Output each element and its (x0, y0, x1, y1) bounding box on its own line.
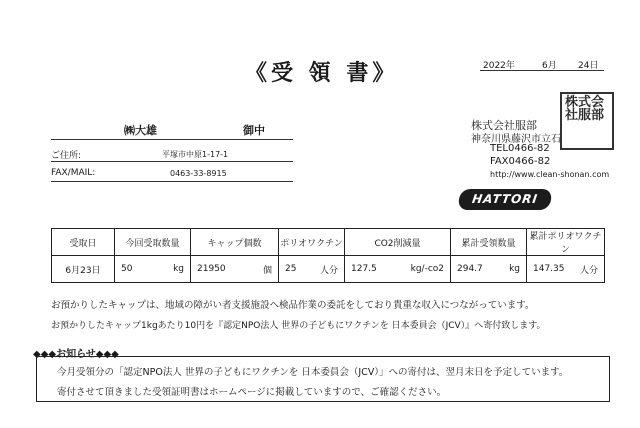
date-underline (480, 70, 604, 71)
header-cumulative-polio: 累計ポリオワクチン (527, 229, 605, 256)
hattori-logo: HATTORI (458, 189, 553, 210)
cap-count-unit: 個 (262, 265, 272, 276)
customer-name: ㈱大雄 (124, 124, 157, 137)
paragraph-support-facility: お預かりしたキャップは、地域の障がい者支援施設へ検品作業の委託をしており貴重な収入につながっています。 (51, 300, 535, 311)
cumulative-polio-value: 147.35 (533, 264, 565, 274)
paragraph-donation: お預かりしたキャップ1kgあたり10円を『認定NPO法人 世界の子どもにワクチンを 日本委員会（JCV）』へ寄付致します。 (51, 321, 546, 331)
address-value: 平塚市中原1-17-1 (162, 150, 229, 159)
table-row (52, 256, 605, 283)
company-tel: TEL0466-82 (490, 143, 550, 154)
fax-label: FAX/MAIL: (51, 168, 96, 178)
table-header-row (52, 229, 605, 256)
cell-polio-vaccine (279, 256, 345, 283)
date-day: 24日 (578, 61, 599, 71)
polio-value: 25 (285, 264, 297, 274)
cell-cumulative-polio (527, 256, 605, 283)
notice-line-donation-schedule: 今月受領分の「認定NPO法人 世界の子どもにワクチンを 日本委員会（JCV）」への寄付は、翌月末日を予定しています。 (57, 367, 569, 378)
company-name: 株式会社服部 (471, 119, 537, 132)
cell-cap-count (191, 256, 279, 283)
document-title: 《受 領 書》 (245, 60, 399, 86)
co2-value: 127.5 (351, 264, 377, 274)
cumulative-polio-unit: 人分 (579, 265, 598, 276)
quantity-value: 50 (121, 264, 133, 274)
fax-underline (51, 181, 293, 182)
address-label: ご住所: (51, 151, 82, 161)
co2-unit: kg/-co2 (410, 264, 444, 274)
notice-line-certificate: 寄付させて頂きました受領証明書はホームページに掲載していますので、ご確認ください。 (57, 387, 447, 398)
customer-underline (51, 139, 293, 140)
cell-received-date (52, 256, 115, 283)
company-url: http://www.clean-shonan.com (490, 170, 610, 179)
seal-text: 株式会社服部 (565, 95, 605, 123)
fax-value: 0463-33-8915 (170, 169, 227, 178)
company-fax: FAX0466-82 (490, 156, 551, 167)
header-polio-vaccine: ポリオワクチン (279, 229, 345, 256)
header-current-quantity: 今回受取数量 (115, 229, 191, 256)
quantity-unit: kg (173, 264, 184, 274)
header-cumulative-quantity: 累計受領数量 (451, 229, 527, 256)
header-co2-reduction: CO2削減量 (345, 229, 451, 256)
cell-current-quantity (115, 256, 191, 283)
cell-co2-reduction (345, 256, 451, 283)
notice-title: ◆◆◆お知らせ◆◆◆ (33, 349, 119, 360)
company-address: 神奈川県藤沢市立石 (471, 134, 561, 145)
header-cap-count: キャップ個数 (191, 229, 279, 256)
address-underline (51, 161, 293, 162)
polio-unit: 人分 (319, 265, 338, 276)
notice-box (36, 356, 610, 402)
cap-count-value: 21950 (197, 264, 226, 274)
cumulative-quantity-value: 294.7 (457, 264, 483, 274)
date-year: 2022年 (483, 61, 515, 71)
customer-honorific: 御中 (243, 124, 265, 137)
cell-cumulative-quantity (451, 256, 527, 283)
header-received-date: 受取日 (52, 229, 115, 256)
cumulative-quantity-unit: kg (509, 264, 520, 274)
receipt-summary-table (51, 228, 605, 283)
company-seal-stamp (560, 92, 614, 150)
date-month: 6月 (542, 61, 557, 71)
received-date-value: 6月23日 (65, 265, 101, 276)
